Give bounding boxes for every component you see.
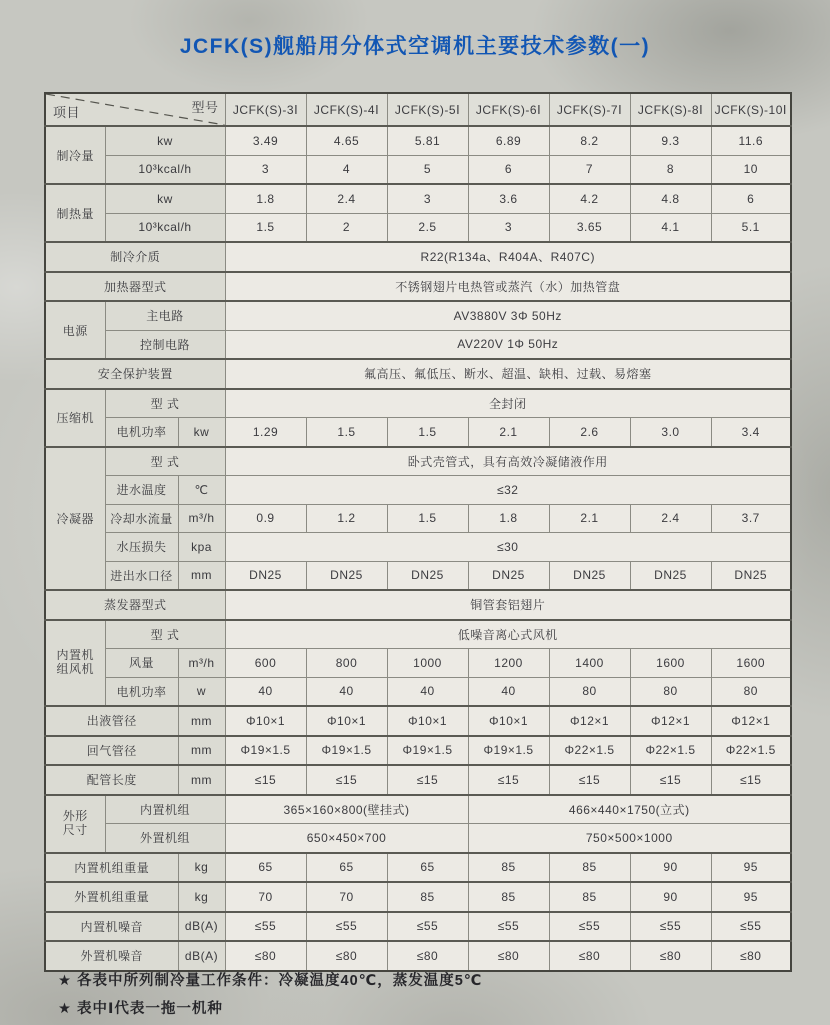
value-cell: ≤15: [711, 765, 791, 795]
value-cell: 4: [306, 155, 387, 184]
heater-row: [45, 272, 791, 302]
condenser-type-row: [45, 447, 791, 476]
diagonal-header-cell: [45, 93, 225, 126]
power-main-row: [45, 301, 791, 330]
value-cell: 3.7: [711, 504, 791, 533]
value-cell: 6: [711, 184, 791, 213]
value-cell: ≤80: [630, 941, 711, 971]
dims-outdoor-row: [45, 824, 791, 853]
unit-cell: kg: [178, 853, 225, 883]
value-cell: 1.5: [387, 418, 468, 447]
pipe-length-row: [45, 765, 791, 795]
value-cell: DN25: [711, 561, 791, 590]
value-cell: R22(R134a、R404A、R407C): [225, 242, 791, 272]
value-cell: 80: [630, 677, 711, 706]
value-cell: Φ10×1: [306, 706, 387, 736]
dims-indoor-row: [45, 795, 791, 824]
value-cell: 85: [387, 882, 468, 912]
value-cell: Φ22×1.5: [630, 736, 711, 766]
unit-cell: kg: [178, 882, 225, 912]
value-cell: DN25: [306, 561, 387, 590]
unit-cell: ℃: [178, 476, 225, 505]
fan-power-row: [45, 677, 791, 706]
row-label-type: 型 式: [105, 620, 225, 649]
value-cell: 4.65: [306, 126, 387, 155]
value-cell: 2.1: [468, 418, 549, 447]
value-cell: 不锈钢翅片电热管或蒸汽（水）加热管盘: [225, 272, 791, 302]
value-cell: 466×440×1750(立式): [468, 795, 791, 824]
unit-cell: dB(A): [178, 941, 225, 971]
row-label-pipe-length: 配管长度: [45, 765, 178, 795]
row-label-pressure-loss: 水压损失: [105, 533, 178, 562]
unit-cell: m³/h: [178, 649, 225, 678]
unit-cell: kw: [105, 184, 225, 213]
indoor-noise-row: [45, 912, 791, 942]
group-label-dimensions: [45, 795, 105, 853]
value-cell: 80: [711, 677, 791, 706]
unit-cell: dB(A): [178, 912, 225, 942]
fan-airflow-row: [45, 649, 791, 678]
fan-type-row: [45, 620, 791, 649]
condenser-inlet-row: [45, 476, 791, 505]
compressor-power-row: [45, 418, 791, 447]
model-label: 型号: [191, 100, 219, 115]
value-cell: 1.5: [306, 418, 387, 447]
value-cell: ≤30: [225, 533, 791, 562]
value-cell: 2.6: [549, 418, 630, 447]
value-cell: ≤15: [549, 765, 630, 795]
row-label-indoor-unit: 内置机组: [105, 795, 225, 824]
value-cell: 70: [225, 882, 306, 912]
value-cell: 65: [387, 853, 468, 883]
value-cell: 9.3: [630, 126, 711, 155]
unit-cell: m³/h: [178, 504, 225, 533]
refrigerant-row: [45, 242, 791, 272]
power-control-row: [45, 330, 791, 359]
unit-cell: 10³kcal/h: [105, 155, 225, 184]
value-cell: 1400: [549, 649, 630, 678]
value-cell: 8.2: [549, 126, 630, 155]
value-cell: Φ19×1.5: [306, 736, 387, 766]
outdoor-noise-row: [45, 941, 791, 971]
dims-label-line2: 尺寸: [62, 822, 88, 837]
unit-cell: mm: [178, 736, 225, 766]
row-label-liquid-pipe: 出液管径: [45, 706, 178, 736]
value-cell: ≤80: [225, 941, 306, 971]
value-cell: 3.65: [549, 213, 630, 242]
value-cell: ≤80: [468, 941, 549, 971]
row-label-heater: 加热器型式: [45, 272, 225, 302]
spec-table: [44, 92, 792, 972]
unit-cell: 10³kcal/h: [105, 213, 225, 242]
value-cell: 85: [468, 853, 549, 883]
value-cell: 6: [468, 155, 549, 184]
value-cell: 5.81: [387, 126, 468, 155]
value-cell: ≤55: [549, 912, 630, 942]
heating-kw-row: [45, 184, 791, 213]
value-cell: ≤80: [711, 941, 791, 971]
unit-cell: kw: [105, 126, 225, 155]
row-label-outdoor-unit: 外置机组: [105, 824, 225, 853]
value-cell: DN25: [549, 561, 630, 590]
value-cell: 1.5: [387, 504, 468, 533]
value-cell: ≤15: [468, 765, 549, 795]
value-cell: 85: [549, 853, 630, 883]
value-cell: Φ19×1.5: [468, 736, 549, 766]
value-cell: AV220V 1Φ 50Hz: [225, 330, 791, 359]
value-cell: 全封闭: [225, 389, 791, 418]
value-cell: ≤80: [549, 941, 630, 971]
value-cell: ≤15: [306, 765, 387, 795]
value-cell: 40: [387, 677, 468, 706]
value-cell: 2.1: [549, 504, 630, 533]
footnotes: [58, 968, 482, 1024]
value-cell: 85: [468, 882, 549, 912]
value-cell: 2.4: [630, 504, 711, 533]
model-header: JCFK(S)-4Ⅰ: [306, 93, 387, 126]
model-header: JCFK(S)-5Ⅰ: [387, 93, 468, 126]
page-title: JCFK(S)舰船用分体式空调机主要技术参数(一): [179, 35, 651, 58]
row-label-water-flow: 冷却水流量: [105, 504, 178, 533]
value-cell: 4.1: [630, 213, 711, 242]
liquid-pipe-row: [45, 706, 791, 736]
row-label-indoor-noise: 内置机噪音: [45, 912, 178, 942]
value-cell: Φ12×1: [711, 706, 791, 736]
value-cell: ≤80: [387, 941, 468, 971]
heating-kcal-row: [45, 213, 791, 242]
value-cell: 8: [630, 155, 711, 184]
row-label-port-size: 进出水口径: [105, 561, 178, 590]
model-header: JCFK(S)-6Ⅰ: [468, 93, 549, 126]
value-cell: 2.4: [306, 184, 387, 213]
evaporator-row: [45, 590, 791, 620]
value-cell: 40: [225, 677, 306, 706]
value-cell: ≤15: [630, 765, 711, 795]
value-cell: 5: [387, 155, 468, 184]
value-cell: AV3880V 3Φ 50Hz: [225, 301, 791, 330]
fan-label-line1: 内置机: [56, 647, 94, 662]
value-cell: Φ22×1.5: [549, 736, 630, 766]
model-header: JCFK(S)-10Ⅰ: [711, 93, 791, 126]
group-label-heating: 制热量: [45, 184, 105, 242]
value-cell: 2.5: [387, 213, 468, 242]
value-cell: 1.2: [306, 504, 387, 533]
value-cell: Φ19×1.5: [387, 736, 468, 766]
value-cell: 3: [468, 213, 549, 242]
value-cell: 95: [711, 853, 791, 883]
group-label-power: 电源: [45, 301, 105, 359]
value-cell: ≤55: [225, 912, 306, 942]
value-cell: 1200: [468, 649, 549, 678]
indoor-weight-row: [45, 853, 791, 883]
value-cell: Φ10×1: [225, 706, 306, 736]
item-label: 项目: [53, 105, 81, 120]
value-cell: 低噪音离心式风机: [225, 620, 791, 649]
row-label-outdoor-noise: 外置机噪音: [45, 941, 178, 971]
value-cell: 85: [549, 882, 630, 912]
value-cell: 10: [711, 155, 791, 184]
value-cell: ≤15: [225, 765, 306, 795]
compressor-type-row: [45, 389, 791, 418]
value-cell: 95: [711, 882, 791, 912]
value-cell: 600: [225, 649, 306, 678]
value-cell: 1600: [630, 649, 711, 678]
row-label-safety: 安全保护装置: [45, 359, 225, 389]
footnote: ★ 各表中所列制冷量工作条件：冷凝温度40℃，蒸发温度5℃: [58, 973, 483, 989]
value-cell: 1.8: [225, 184, 306, 213]
group-label-fan: [45, 620, 105, 707]
value-cell: 3.49: [225, 126, 306, 155]
unit-cell: mm: [178, 706, 225, 736]
value-cell: 365×160×800(壁挂式): [225, 795, 468, 824]
value-cell: 40: [306, 677, 387, 706]
value-cell: Φ12×1: [549, 706, 630, 736]
unit-cell: kw: [178, 418, 225, 447]
row-label-airflow: 风量: [105, 649, 178, 678]
condenser-flow-row: [45, 504, 791, 533]
row-label-type: 型 式: [105, 389, 225, 418]
value-cell: 90: [630, 882, 711, 912]
value-cell: DN25: [468, 561, 549, 590]
value-cell: 3: [225, 155, 306, 184]
value-cell: 铜管套铝翅片: [225, 590, 791, 620]
model-header: JCFK(S)-8Ⅰ: [630, 93, 711, 126]
row-label-inlet-temp: 进水温度: [105, 476, 178, 505]
value-cell: 0.9: [225, 504, 306, 533]
value-cell: 4.8: [630, 184, 711, 213]
value-cell: 1.29: [225, 418, 306, 447]
value-cell: 650×450×700: [225, 824, 468, 853]
row-label-indoor-weight: 内置机组重量: [45, 853, 178, 883]
group-label-compressor: 压缩机: [45, 389, 105, 447]
safety-row: [45, 359, 791, 389]
outdoor-weight-row: [45, 882, 791, 912]
value-cell: 1000: [387, 649, 468, 678]
value-cell: 7: [549, 155, 630, 184]
value-cell: DN25: [387, 561, 468, 590]
value-cell: 3.0: [630, 418, 711, 447]
header-row: [45, 93, 791, 126]
value-cell: 750×500×1000: [468, 824, 791, 853]
value-cell: 4.2: [549, 184, 630, 213]
unit-cell: mm: [178, 765, 225, 795]
row-label-motor-power: 电机功率: [105, 418, 178, 447]
footnote: ★ 表中Ⅰ代表一拖一机种: [58, 1001, 223, 1017]
value-cell: 5.1: [711, 213, 791, 242]
row-label-main-circuit: 主电路: [105, 301, 225, 330]
value-cell: 1600: [711, 649, 791, 678]
value-cell: Φ19×1.5: [225, 736, 306, 766]
cooling-kw-row: [45, 126, 791, 155]
value-cell: 80: [549, 677, 630, 706]
row-label-motor-power: 电机功率: [105, 677, 178, 706]
value-cell: Φ10×1: [468, 706, 549, 736]
row-label-refrigerant: 制冷介质: [45, 242, 225, 272]
value-cell: 800: [306, 649, 387, 678]
value-cell: 氟高压、氟低压、断水、超温、缺相、过载、易熔塞: [225, 359, 791, 389]
value-cell: 40: [468, 677, 549, 706]
value-cell: DN25: [630, 561, 711, 590]
group-label-cooling: 制冷量: [45, 126, 105, 184]
value-cell: 3.6: [468, 184, 549, 213]
row-label-control-circuit: 控制电路: [105, 330, 225, 359]
value-cell: ≤55: [468, 912, 549, 942]
value-cell: ≤55: [306, 912, 387, 942]
value-cell: ≤32: [225, 476, 791, 505]
value-cell: 卧式壳管式，具有高效冷凝储液作用: [225, 447, 791, 476]
model-header: JCFK(S)-3Ⅰ: [225, 93, 306, 126]
value-cell: 3.4: [711, 418, 791, 447]
unit-cell: w: [178, 677, 225, 706]
value-cell: ≤55: [387, 912, 468, 942]
value-cell: ≤15: [387, 765, 468, 795]
value-cell: 65: [306, 853, 387, 883]
row-label-type: 型 式: [105, 447, 225, 476]
value-cell: 70: [306, 882, 387, 912]
condenser-port-row: [45, 561, 791, 590]
value-cell: 1.8: [468, 504, 549, 533]
value-cell: DN25: [225, 561, 306, 590]
dims-label-line1: 外形: [62, 808, 88, 823]
value-cell: 6.89: [468, 126, 549, 155]
value-cell: Φ22×1.5: [711, 736, 791, 766]
value-cell: ≤80: [306, 941, 387, 971]
value-cell: 65: [225, 853, 306, 883]
value-cell: 11.6: [711, 126, 791, 155]
value-cell: 2: [306, 213, 387, 242]
row-label-evaporator: 蒸发器型式: [45, 590, 225, 620]
gas-pipe-row: [45, 736, 791, 766]
group-label-condenser: 冷凝器: [45, 447, 105, 591]
cooling-kcal-row: [45, 155, 791, 184]
row-label-outdoor-weight: 外置机组重量: [45, 882, 178, 912]
fan-label-line2: 组风机: [56, 661, 94, 676]
model-header: JCFK(S)-7Ⅰ: [549, 93, 630, 126]
condenser-loss-row: [45, 533, 791, 562]
unit-cell: mm: [178, 561, 225, 590]
unit-cell: kpa: [178, 533, 225, 562]
value-cell: ≤55: [711, 912, 791, 942]
value-cell: ≤55: [630, 912, 711, 942]
value-cell: Φ10×1: [387, 706, 468, 736]
value-cell: Φ12×1: [630, 706, 711, 736]
value-cell: 90: [630, 853, 711, 883]
value-cell: 1.5: [225, 213, 306, 242]
row-label-gas-pipe: 回气管径: [45, 736, 178, 766]
value-cell: 3: [387, 184, 468, 213]
